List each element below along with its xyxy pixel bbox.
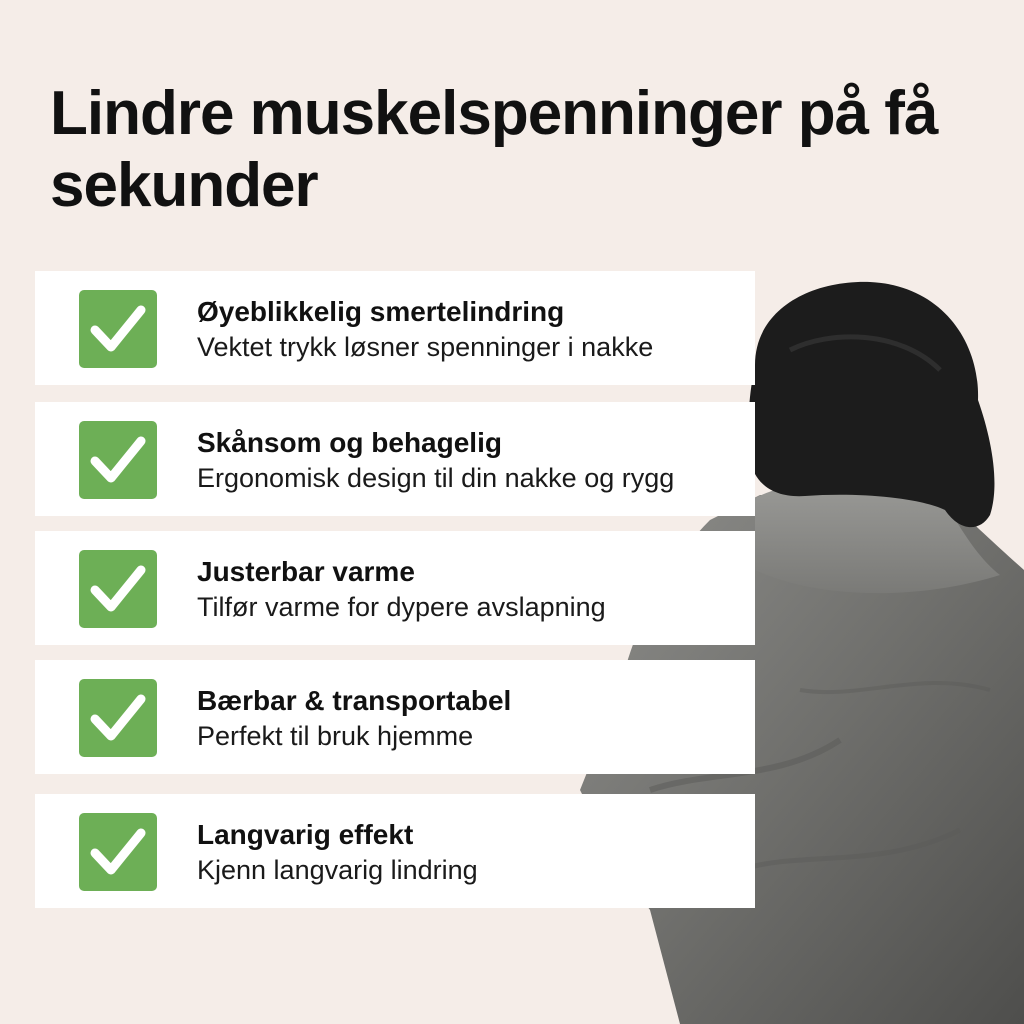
check-mark-icon [79,290,157,368]
feature-item [35,271,755,385]
check-mark-icon [79,679,157,757]
check-mark-icon [79,550,157,628]
check-mark-icon [79,421,157,499]
feature-title: Øyeblikkelig smertelindring [197,296,565,327]
feature-title: Langvarig effekt [197,819,414,850]
feature-description: Tilfør varme for dypere avslapning [197,592,606,622]
feature-description: Kjenn langvarig lindring [197,855,478,885]
feature-title: Bærbar & transportabel [197,685,512,716]
feature-description: Vektet trykk løsner spenninger i nakke [197,332,654,362]
feature-item [35,531,755,645]
feature-title: Skånsom og behagelig [197,427,502,458]
feature-item [35,794,755,908]
check-mark-icon [79,813,157,891]
feature-description: Perfekt til bruk hjemme [197,721,474,751]
headline: Lindre muskelspenninger på få sekunder [50,79,938,220]
feature-title: Justerbar varme [197,556,415,587]
feature-item [35,660,755,774]
feature-item [35,402,755,516]
feature-description: Ergonomisk design til din nakke og rygg [197,463,675,493]
